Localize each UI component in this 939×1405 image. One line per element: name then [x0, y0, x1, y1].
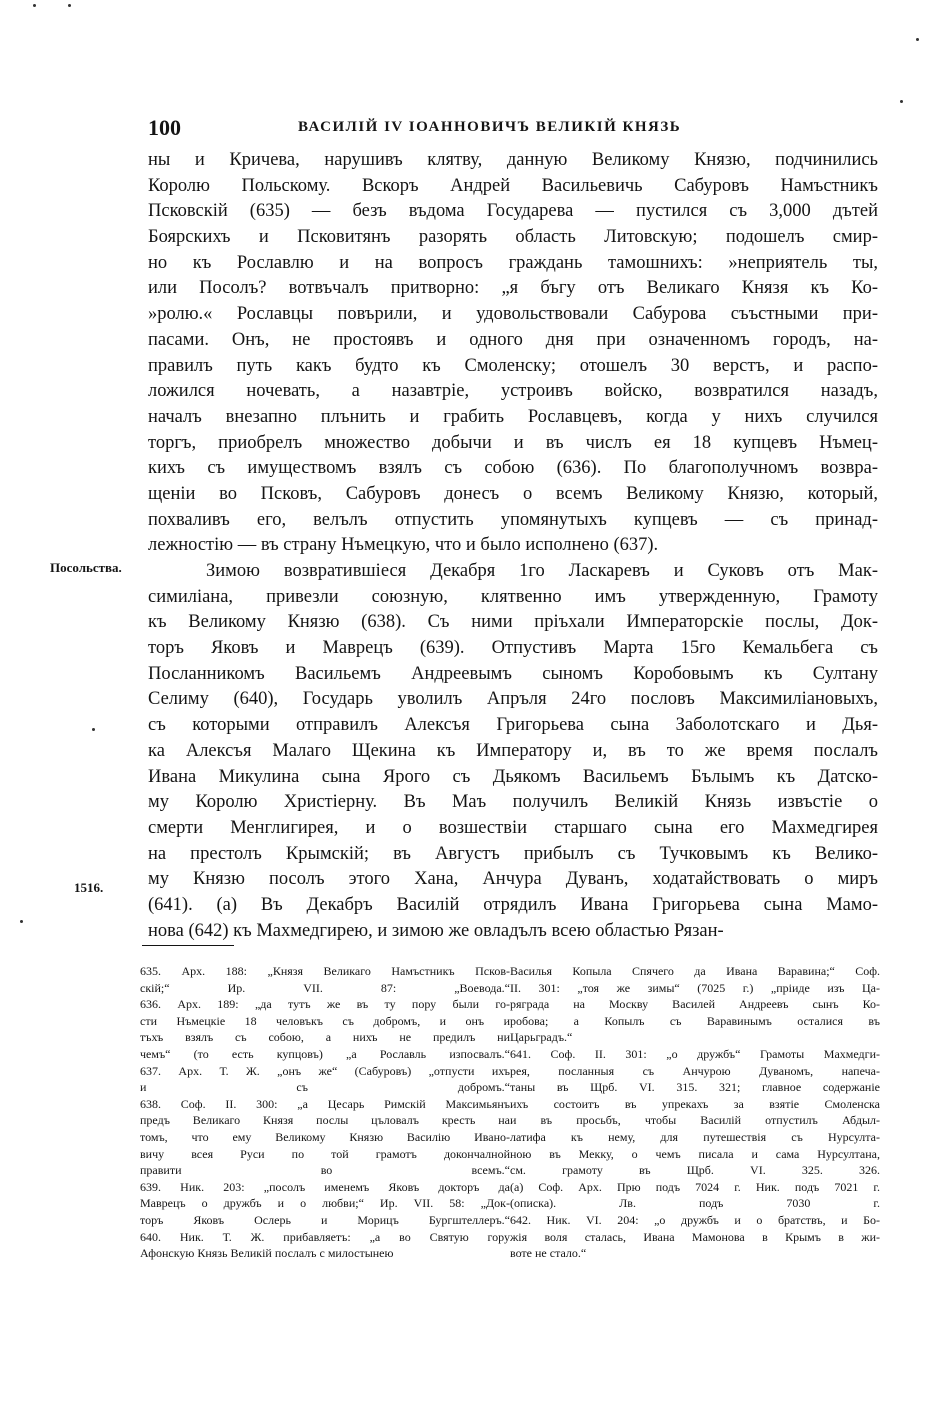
text-line: »ролю.« Рославцы повърили, и удовольствовали Сабурова съъстными при- — [148, 304, 878, 325]
footnote-line: 636. Арх. 189: „да тутъ же въ ту пору были го- — [140, 997, 510, 1012]
print-speck — [68, 4, 71, 7]
footnote-line: см. грамоту въ Щрб. VI. 325. 326. — [510, 1163, 880, 1178]
text-line: правилъ путь какъ будто къ Смоленску; отошелъ 30 верстъ, и распо- — [148, 355, 878, 376]
footnote-line: ною въ Мекку, о чемъ писала и сама Нурсултана, — [510, 1146, 880, 1161]
text-line: Зимою возвратившіеся Декабря 1го Ласкаревъ и Суковъ отъ Мак- — [206, 561, 878, 581]
footnote-line: рея, посланныя съ Анчурою Дуваномъ, напеча- — [510, 1063, 880, 1078]
margin-note-year: 1516. — [74, 880, 104, 895]
footnote-line: воте не стало.“ — [510, 1246, 587, 1261]
footnote-line: II. 301: „тоя же зимы“ (7025 г.) „пріиде изъ Ца- — [510, 980, 880, 995]
main-text — [148, 148, 878, 944]
footnote-line: таны въ Щрб. VI. 315. 321; главное содержаніе — [510, 1080, 880, 1095]
footnotes-left-column — [140, 963, 510, 1262]
text-line: му Королю Христіерну. Въ Маъ получилъ Великій Князь извъстіе о — [148, 792, 878, 813]
text-line: (641). (а) Въ Декабръ Василій отрядилъ Ивана Григорьева сына Мамо- — [148, 894, 878, 915]
text-line: Селиму (640), Государь уволилъ Апръля 24го пословъ Максимиліановыхъ, — [148, 689, 878, 710]
print-speck — [900, 100, 903, 103]
footnote-line: чемъ“ (то есть купцовъ) „а Рославль изпосвалъ.“ — [140, 1046, 510, 1061]
print-speck — [20, 920, 23, 923]
footnote-line: 642. Ник. VI. 204: „о дружбъ и о братствъ, и Бо- — [510, 1212, 880, 1227]
text-line: съ которыми отправилъ Алексъя Григорьева сына Заболотскаго и Дья- — [148, 715, 878, 736]
print-speck — [916, 38, 919, 41]
text-line: Посланникомъ Васильемъ Андреевымъ сыномъ Коробовымъ къ Султану — [148, 663, 878, 684]
text-line: щеніи во Псковъ, Сабуровъ донесъ о всемъ Великому Князю, который, — [148, 483, 878, 504]
text-line: Боярскихъ и Псковитянъ разорять область Литовскую; подошелъ смир- — [148, 227, 878, 248]
running-title: ВАСИЛІЙ IV ІОАННОВИЧЪ ВЕЛИКІЙ КНЯЗЬ — [298, 119, 682, 135]
footnote-line: и въ просьбъ, чтобы Василій отпустилъ Абдыл- — [510, 1113, 880, 1128]
text-line: началъ внезапно плънить и грабить Рославцевъ, когда у нихъ случился — [148, 406, 878, 427]
footnote-line: и съ добромъ.“ — [140, 1080, 510, 1095]
footnote-line: 637. Арх. Т. Ж. „онъ же“ (Сабуровъ) „отпусти ихъ — [140, 1063, 510, 1078]
text-line: му Князю посолъ этого Хана, Анчура Дуванъ, ходатайствовать о миръ — [148, 869, 878, 890]
text-line: смерти Менглигирея, и о возшествіи старшаго сына его Махмедгирея — [148, 817, 878, 838]
text-line: пасами. Онъ, не простоявъ и одного дня при означенномъ городъ, на- — [148, 329, 878, 350]
footnote-line: жія воля сталась, Ивана Мамонова в Крымъ в жи- — [510, 1229, 880, 1244]
text-line: похваливъ его, велълъ отпустить упомянутыхъ купцевъ — съ принад- — [148, 509, 878, 530]
text-line: торъ Яковъ и Маврецъ (639). Отпустивъ Марта 15го Кемальбега съ — [148, 638, 878, 659]
text-line: но къ Рославлю и на вопросъ граждань тамошнихъ: »неприятель ты, — [148, 252, 878, 273]
footnote-line: (описка). Лв. подъ 7030 г. — [510, 1196, 880, 1211]
text-line: кихъ съ имуществомъ взялъ съ собою (636). По благополучномъ возвра- — [148, 458, 878, 479]
footnote-line: Василья Копыла Спячего да Ивана Варавина;“ Соф. — [510, 964, 880, 978]
footnote-line: вичу всея Руси по той грамотъ докончалной — [140, 1146, 510, 1161]
text-line: Королю Польскому. Вскоръ Андрей Васильевичь Сабуровъ Намъстникъ — [148, 175, 878, 196]
text-line: ложился ночевать, а назавтріе, устроивъ войско, возвратился назадъ, — [148, 381, 878, 402]
footnote-line: 638. Соф. II. 300: „а Цесарь Римскій Максимьянъ — [140, 1096, 510, 1111]
text-line: симиліана, привезли союзную, клятвенно имъ утвержденную, Грамоту — [148, 586, 878, 607]
text-line: торгъ, приобрелъ множество добычи и въ числъ ея 18 купцевъ Нъмец- — [148, 432, 878, 453]
footnote-line: латифа къ нему, для путешествія съ Нурсулта- — [510, 1129, 880, 1144]
footnote-line: скій;“ Ир. VII. 87: „Воевода.“ — [140, 980, 510, 995]
footnote-line: сти Нъмецкіе 18 человъкъ съ добромъ, и онъ и — [140, 1013, 510, 1028]
footnote-line: Маврецъ о дружбъ и о любви;“ Ир. VII. 58: „Док- — [140, 1196, 510, 1211]
footnote-line: предъ Великаго Князя послы цъловалъ кресть на — [140, 1113, 510, 1128]
text-line: на престолъ Крымскій; въ Августъ прибылъ съ Тучковымъ къ Велико- — [148, 843, 878, 864]
text-line: Псковскій (635) — безъ въдома Государева — пустился съ 3,000 дътей — [148, 201, 878, 222]
page-number: 100 — [148, 115, 181, 140]
text-line: ка Алексъя Малаго Щекина къ Императору и, въ то же время послалъ — [148, 740, 878, 761]
footnote-line: ряграда на Москву Василей Андреевъ сынъ Ко- — [510, 997, 880, 1012]
page-header — [148, 115, 798, 145]
footnote-line: правити во всемъ.“ — [140, 1163, 510, 1178]
footnote-line: ихъ состоитъ въ упрекахъ за взятіе Смоленска — [510, 1096, 880, 1111]
margin-note-embassies: Посольства. — [50, 560, 122, 575]
print-speck — [92, 728, 95, 731]
footnote-rule — [142, 945, 234, 946]
text-line: ны и Кричева, нарушивъ клятву, данную Великому Князю, подчинились — [148, 150, 878, 170]
text-line: лежностію — въ страну Нъмецкую, что и было исполнено (637). — [148, 535, 659, 556]
footnote-line: тъхъ взялъ съ собою, а нихъ не предилъ ни — [140, 1030, 510, 1045]
text-line: къ Великому Князю (638). Съ ними пріъхали Императорскіе послы, Док- — [148, 612, 878, 633]
footnote-line: торъ Яковъ Ослерь и Морицъ Бургштеллеръ.“ — [140, 1212, 510, 1227]
text-line: нова (642) къ Махмедгирею, и зимою же овладълъ всею областью Рязан- — [148, 920, 724, 941]
footnote-line: Афонскую Князь Великій послалъ с милостынею — [140, 1246, 394, 1261]
footnote-line: 640. Ник. Т. Ж. прибавляетъ: „а во Святую гору — [140, 1229, 510, 1244]
footnote-line: томъ, что ему Великому Князю Василію Ивано- — [140, 1129, 510, 1144]
footnotes-right-column — [510, 963, 880, 1262]
footnote-line: Царьградъ.“ — [510, 1030, 573, 1045]
print-speck — [33, 4, 36, 7]
footnote-line: 641. Соф. II. 301: „о дружбъ“ Грамоты Махмедги- — [510, 1046, 880, 1061]
footnote-line: 635. Арх. 188: „Князя Великаго Намъстникъ Псков- — [140, 964, 510, 978]
footnote-line: робова; а Копылъ съ Варавинымъ осталися въ — [510, 1013, 880, 1028]
footnote-line: 639. Ник. 203: „посолъ именемъ Яковъ докторъ да — [140, 1179, 510, 1194]
text-line: или Посолъ? вотвъчалъ притворно: „я бъгу отъ Великаго Князя къ Ко- — [148, 278, 878, 299]
footnote-line: (а) Соф. Арх. Прю подъ 7024 г. Ник. подъ 7021 г. — [510, 1179, 880, 1194]
text-line: Ивана Микулина сына Ярого съ Дьякомъ Васильемъ Бълымъ къ Датско- — [148, 766, 878, 787]
